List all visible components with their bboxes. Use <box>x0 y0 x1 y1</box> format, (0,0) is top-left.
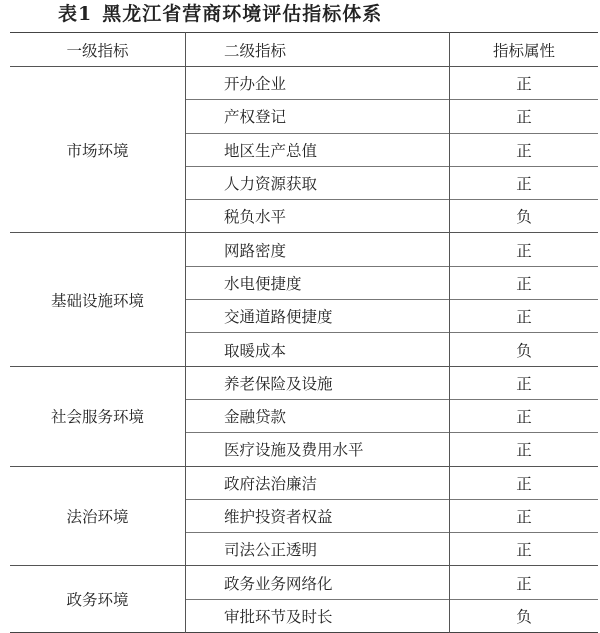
indicator-attribute: 负 <box>450 333 599 366</box>
indicator-attribute: 正 <box>516 75 532 94</box>
table-row <box>10 233 598 266</box>
header-level2: 二级指标 <box>186 33 450 67</box>
indicator-table <box>10 32 598 633</box>
header-row <box>10 33 598 67</box>
table-row <box>10 366 598 399</box>
indicator-attribute: 正 <box>450 533 599 566</box>
table-row <box>10 67 598 100</box>
indicator-attribute: 正 <box>450 499 599 532</box>
table-row <box>10 566 598 599</box>
level1-indicator: 社会服务环境 <box>10 366 186 466</box>
table-caption <box>0 0 600 34</box>
level2-indicator: 医疗设施及费用水平 <box>186 433 450 466</box>
table-row <box>10 466 598 499</box>
level2-indicator: 产权登记 <box>186 100 450 133</box>
level2-indicator: 地区生产总值 <box>186 133 450 166</box>
level2-indicator: 网路密度 <box>186 233 450 266</box>
level2-indicator: 取暖成本 <box>186 333 450 366</box>
level2-indicator: 维护投资者权益 <box>186 499 450 532</box>
level1-indicator: 基础设施环境 <box>10 233 186 366</box>
header-attribute: 指标属性 <box>492 41 555 60</box>
indicator-attribute: 正 <box>450 166 599 199</box>
level2-indicator: 司法公正透明 <box>186 533 450 566</box>
level1-indicator: 法治环境 <box>10 466 186 566</box>
table-number: 表1 <box>58 3 93 25</box>
indicator-attribute: 正 <box>450 433 599 466</box>
level2-indicator: 水电便捷度 <box>186 266 450 299</box>
level2-indicator: 交通道路便捷度 <box>186 300 450 333</box>
table-title: 黑龙江省营商环境评估指标体系 <box>102 3 383 25</box>
indicator-attribute: 正 <box>516 241 532 260</box>
indicator-attribute: 正 <box>516 474 532 493</box>
level2-indicator: 金融贷款 <box>186 399 450 432</box>
level2-indicator: 养老保险及设施 <box>186 366 450 399</box>
level2-indicator: 政府法治廉洁 <box>186 466 450 499</box>
level1-indicator: 市场环境 <box>10 67 186 233</box>
header-level1: 一级指标 <box>10 33 186 67</box>
indicator-attribute: 正 <box>516 374 532 393</box>
indicator-attribute: 正 <box>516 574 532 593</box>
indicator-attribute: 正 <box>450 300 599 333</box>
level2-indicator: 审批环节及时长 <box>186 599 450 632</box>
indicator-attribute: 正 <box>450 100 599 133</box>
level2-indicator: 税负水平 <box>186 200 450 233</box>
level1-indicator: 政务环境 <box>10 566 186 633</box>
indicator-attribute: 负 <box>450 200 599 233</box>
indicator-attribute: 负 <box>450 599 599 632</box>
table-body <box>10 67 598 633</box>
indicator-attribute: 正 <box>450 266 599 299</box>
indicator-attribute: 正 <box>450 133 599 166</box>
level2-indicator: 开办企业 <box>186 67 450 100</box>
level2-indicator: 人力资源获取 <box>186 166 450 199</box>
level2-indicator: 政务业务网络化 <box>186 566 450 599</box>
indicator-attribute: 正 <box>450 399 599 432</box>
